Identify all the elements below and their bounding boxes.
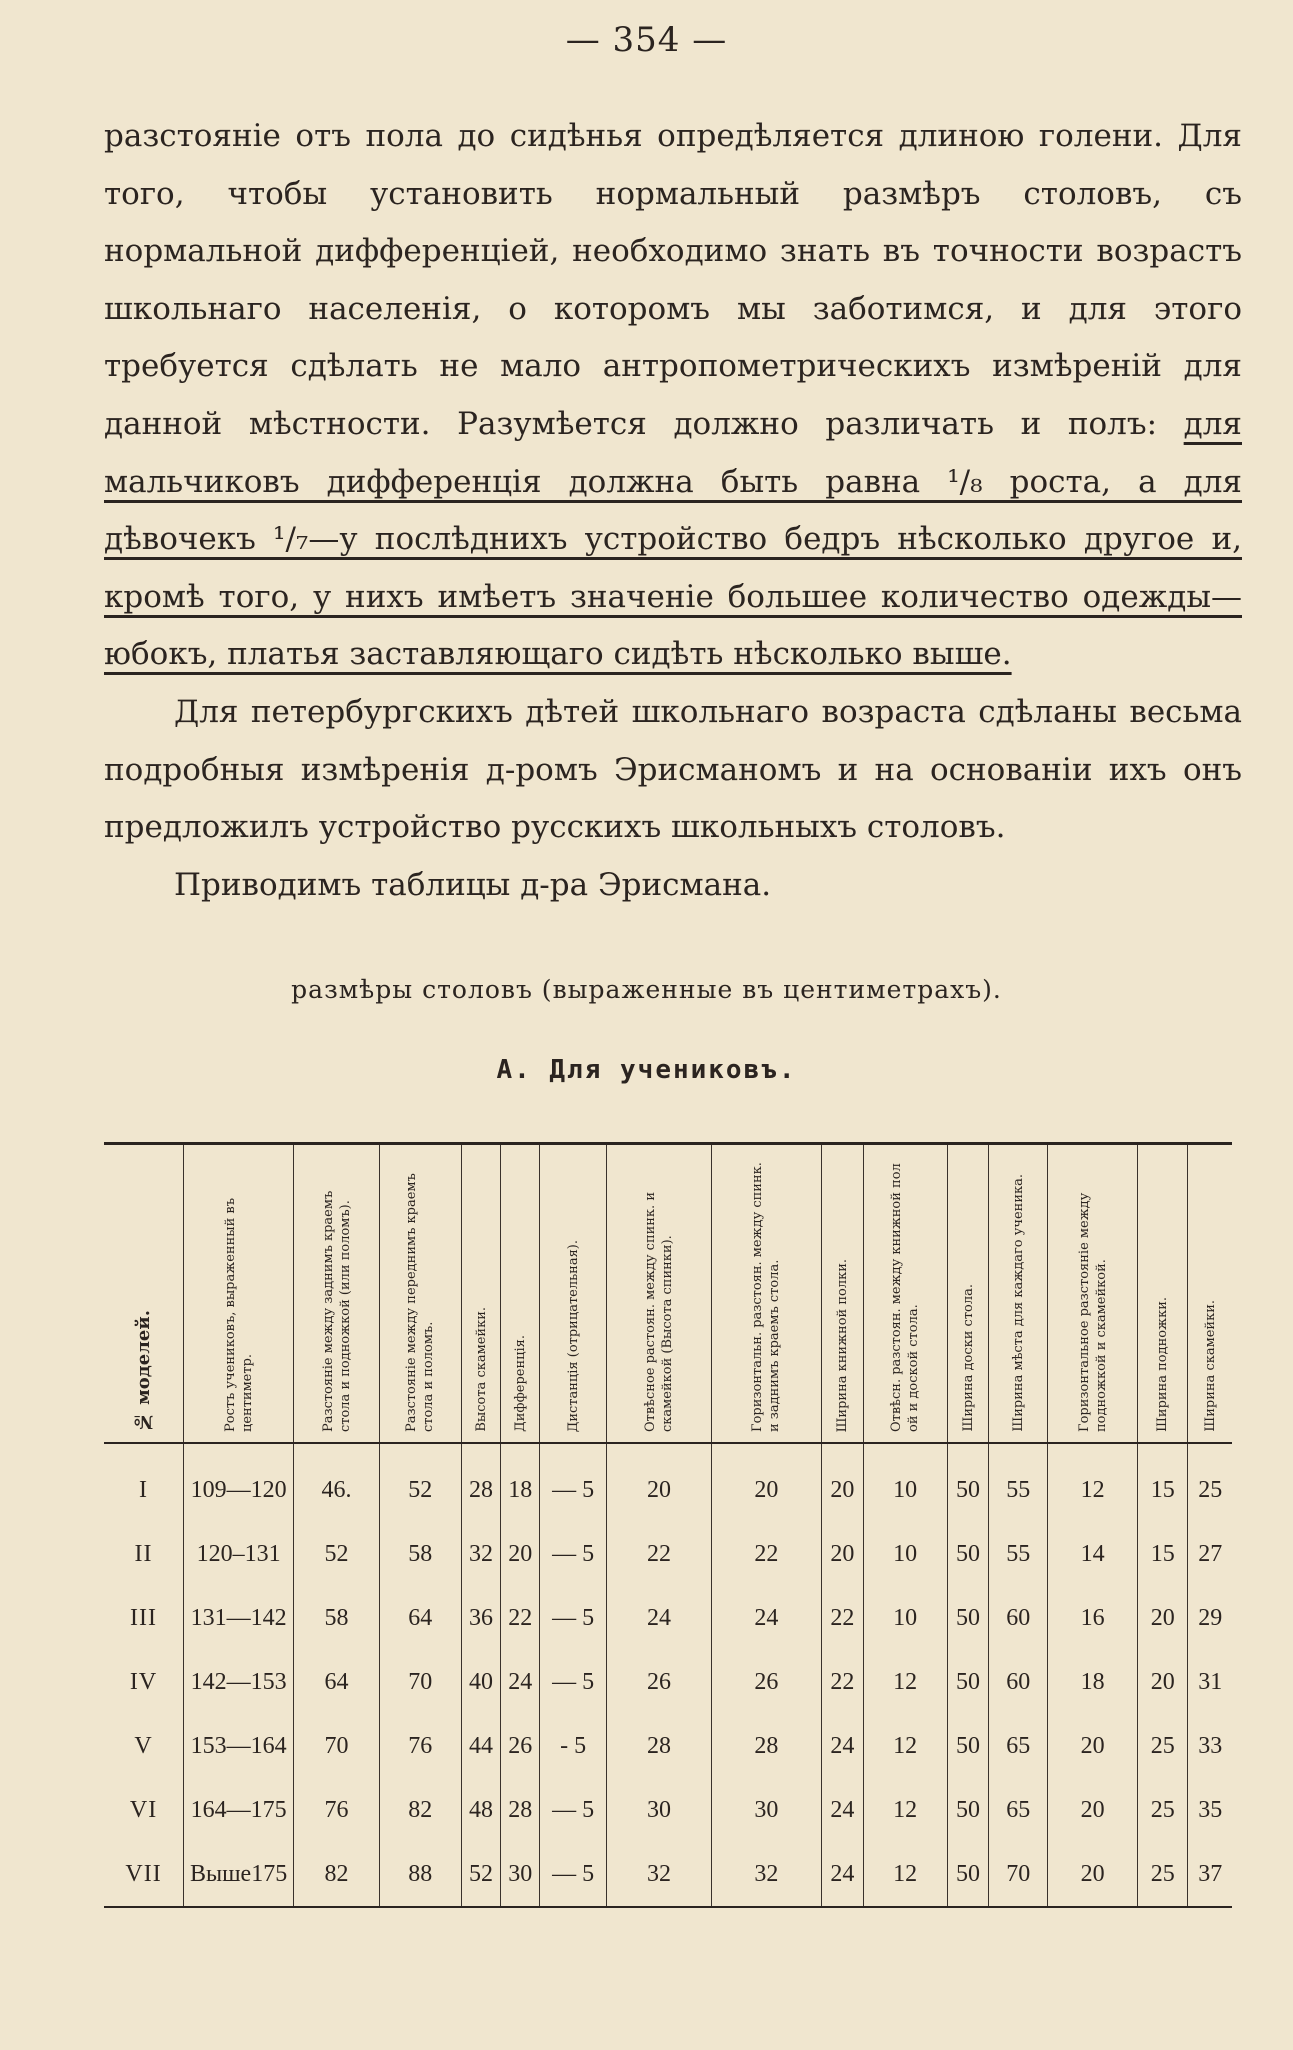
- header-cell: [461, 1144, 501, 1444]
- table-cell: 30: [607, 1778, 712, 1842]
- table-cell: 12: [863, 1650, 947, 1714]
- table-cell: 12: [863, 1714, 947, 1778]
- table-cell: 60: [989, 1586, 1048, 1650]
- model-cell: I: [139, 1476, 149, 1503]
- header-cell: [540, 1144, 607, 1444]
- model-cell: IV: [129, 1668, 158, 1695]
- table-cell: 24: [821, 1714, 863, 1778]
- table-cell: 52: [294, 1522, 380, 1586]
- paragraph-1-text: разстояніе отъ пола до сидѣнья опредѣляется длиною голени. Для того, чтобы установить нормальный размѣръ столовъ, съ нормальной дифференціей, необходимо знать въ точности возрастъ школьнаго населенія, о которомъ мы заботимся, и для этого требуется сдѣлать не мало антропометрическихъ измѣреній для данной мѣстности. Разумѣется должно различать и полъ:: [104, 118, 1242, 442]
- header-cell: [711, 1144, 821, 1444]
- table-cell: 36: [461, 1586, 501, 1650]
- dimensions-table: [104, 1142, 1232, 1908]
- table-cell: 44: [461, 1714, 501, 1778]
- header-cell: [184, 1144, 294, 1444]
- table-cell: 20: [821, 1522, 863, 1586]
- model-cell: VI: [129, 1796, 158, 1823]
- header-cell: [989, 1144, 1048, 1444]
- header-distance: Дистанція (отрицательная).: [565, 1239, 581, 1432]
- table-title: размѣры столовъ (выраженные въ центиметрахъ).: [291, 975, 1002, 1004]
- table-cell: 58: [379, 1522, 461, 1586]
- header-cell: [821, 1144, 863, 1444]
- table-cell: 28: [607, 1714, 712, 1778]
- header-backrest-table-distance: Горизонтальн. разстоян. между спинк. и заднимъ краемъ стола.: [750, 1162, 783, 1432]
- table-cell: 12: [863, 1842, 947, 1907]
- table-cell: 10: [863, 1443, 947, 1522]
- header-cell: [104, 1144, 184, 1444]
- table-cell: 60: [989, 1650, 1048, 1714]
- table-cell: 25: [1138, 1778, 1188, 1842]
- table-cell: 50: [947, 1842, 989, 1907]
- header-footrest-width: Ширина подножки.: [1155, 1297, 1171, 1432]
- table-cell: 64: [379, 1586, 461, 1650]
- model-cell: III: [130, 1604, 158, 1631]
- table-cell: 109—120: [184, 1443, 294, 1522]
- table-cell: Выше175: [184, 1842, 294, 1907]
- table-cell: - 5: [540, 1714, 607, 1778]
- table-cell: 30: [711, 1778, 821, 1842]
- table-cell: 37: [1188, 1842, 1232, 1907]
- table-cell: 65: [989, 1778, 1048, 1842]
- table-cell: 31: [1188, 1650, 1232, 1714]
- header-shelf-width: Ширина книжной полки.: [834, 1258, 850, 1432]
- header-board-width: Ширина доски стола.: [960, 1284, 976, 1432]
- table-cell: 20: [1138, 1586, 1188, 1650]
- table-cell: 25: [1138, 1714, 1188, 1778]
- table-cell: 28: [461, 1443, 501, 1522]
- table-cell: 120–131: [184, 1522, 294, 1586]
- header-seat-width: Ширина мѣста для каждаго ученика.: [1010, 1174, 1026, 1432]
- table-cell: 20: [607, 1443, 712, 1522]
- header-footrest-bench-distance: Горизонтальное разстояніе между подножкой и скамейкой.: [1076, 1192, 1109, 1432]
- table-cell: 20: [1048, 1842, 1138, 1907]
- table-cell: 16: [1048, 1586, 1138, 1650]
- table-cell: 12: [863, 1778, 947, 1842]
- table-cell: 50: [947, 1522, 989, 1586]
- header-front-edge-distance: Разстояніе между переднимъ краемъ стола и поломъ.: [404, 1173, 437, 1432]
- table-cell: — 5: [540, 1650, 607, 1714]
- table-cell: 52: [461, 1842, 501, 1907]
- table-cell: 22: [711, 1522, 821, 1586]
- table-cell: 22: [607, 1522, 712, 1586]
- table-row: [104, 1522, 1232, 1586]
- body-text: [104, 108, 1242, 914]
- header-bench-height: Высота скамейки.: [473, 1307, 489, 1432]
- table-cell: — 5: [540, 1586, 607, 1650]
- table-cell: 24: [501, 1650, 540, 1714]
- table-cell: — 5: [540, 1522, 607, 1586]
- header-cell: [1188, 1144, 1232, 1444]
- table-cell: 20: [711, 1443, 821, 1522]
- table-cell: 32: [711, 1842, 821, 1907]
- table-cell: 65: [989, 1714, 1048, 1778]
- table-cell: 50: [947, 1650, 989, 1714]
- table-cell: 50: [947, 1443, 989, 1522]
- table-cell: 30: [501, 1842, 540, 1907]
- table-cell: — 5: [540, 1778, 607, 1842]
- table-cell: 22: [821, 1586, 863, 1650]
- table-cell: 131—142: [184, 1586, 294, 1650]
- header-cell: [947, 1144, 989, 1444]
- table-cell: 55: [989, 1443, 1048, 1522]
- table-cell: 26: [501, 1714, 540, 1778]
- table-cell: 24: [711, 1586, 821, 1650]
- table-cell: 142—153: [184, 1650, 294, 1714]
- table-cell: 26: [607, 1650, 712, 1714]
- header-cell: [501, 1144, 540, 1444]
- table-cell: 35: [1188, 1778, 1232, 1842]
- table-cell: 50: [947, 1714, 989, 1778]
- table-cell: 32: [461, 1522, 501, 1586]
- model-cell: V: [134, 1732, 153, 1759]
- table-row: [104, 1714, 1232, 1778]
- table-cell: 27: [1188, 1522, 1232, 1586]
- table-cell: 26: [711, 1650, 821, 1714]
- table-cell: 22: [821, 1650, 863, 1714]
- page-number: — 354 —: [565, 20, 728, 60]
- header-difference: Дифференція.: [512, 1335, 528, 1432]
- table-cell: — 5: [540, 1842, 607, 1907]
- table-cell: 24: [607, 1586, 712, 1650]
- table-cell: 28: [711, 1714, 821, 1778]
- table-row: [104, 1650, 1232, 1714]
- table-cell: 15: [1138, 1443, 1188, 1522]
- model-cell: VII: [125, 1860, 162, 1887]
- table-cell: — 5: [540, 1443, 607, 1522]
- table-cell: 18: [1048, 1650, 1138, 1714]
- table-cell: 33: [1188, 1714, 1232, 1778]
- header-shelf-board-distance: Отвѣсн. разстоян. между книжной пол ой и доской стола.: [889, 1163, 922, 1432]
- table-cell: 70: [379, 1650, 461, 1714]
- table-row: [104, 1842, 1232, 1907]
- header-backrest-height: Отвѣсное растоян. между спинк. и скамейкой (Высота спинки).: [643, 1192, 676, 1432]
- table-cell: 164—175: [184, 1778, 294, 1842]
- table-cell: 82: [379, 1778, 461, 1842]
- table-cell: 10: [863, 1522, 947, 1586]
- table-cell: 20: [1138, 1650, 1188, 1714]
- paragraph-1-underlined: для мальчиковъ дифференція должна быть равна ¹/₈ роста, а для дѣвочекъ ¹/₇—у послѣднихъ устройство бедръ нѣсколько другое и, кромѣ того, у нихъ имѣетъ значеніе большее количество одежды—юбокъ, платья заставляющаго сидѣть нѣсколько выше.: [104, 405, 1242, 673]
- table-cell: 18: [501, 1443, 540, 1522]
- table-cell: 15: [1138, 1522, 1188, 1586]
- table-cell: 52: [379, 1443, 461, 1522]
- table-body: [104, 1443, 1232, 1907]
- table-cell: 50: [947, 1586, 989, 1650]
- header-cell: [1048, 1144, 1138, 1444]
- table-row: [104, 1443, 1232, 1522]
- table-cell: 14: [1048, 1522, 1138, 1586]
- table-cell: 46.: [294, 1443, 380, 1522]
- table-cell: 40: [461, 1650, 501, 1714]
- table-cell: 12: [1048, 1443, 1138, 1522]
- table-cell: 153—164: [184, 1714, 294, 1778]
- table-cell: 25: [1188, 1443, 1232, 1522]
- header-cell: [607, 1144, 712, 1444]
- table-cell: 88: [379, 1842, 461, 1907]
- paragraph-1: [104, 108, 1242, 684]
- table-cell: 70: [989, 1842, 1048, 1907]
- table-cell: 82: [294, 1842, 380, 1907]
- table-cell: 29: [1188, 1586, 1232, 1650]
- table-cell: 64: [294, 1650, 380, 1714]
- table-cell: 76: [379, 1714, 461, 1778]
- table-cell: 76: [294, 1778, 380, 1842]
- table-cell: 70: [294, 1714, 380, 1778]
- table-cell: 25: [1138, 1842, 1188, 1907]
- table-row: [104, 1778, 1232, 1842]
- table-cell: 58: [294, 1586, 380, 1650]
- table-cell: 50: [947, 1778, 989, 1842]
- table-cell: 28: [501, 1778, 540, 1842]
- table-row: [104, 1586, 1232, 1650]
- header-bench-width: Ширина скамейки.: [1202, 1300, 1218, 1432]
- table-cell: 20: [1048, 1714, 1138, 1778]
- header-cell: [379, 1144, 461, 1444]
- table-cell: 24: [821, 1842, 863, 1907]
- table-subtitle: А. Для учениковъ.: [496, 1055, 797, 1085]
- header-height: Ростъ учениковъ, выраженный въ центиметр.: [222, 1198, 255, 1432]
- table-cell: 22: [501, 1586, 540, 1650]
- table-cell: 20: [1048, 1778, 1138, 1842]
- paragraph-3: Приводимъ таблицы д-ра Эрисмана.: [174, 866, 772, 903]
- table-cell: 20: [821, 1443, 863, 1522]
- table-header-row: [104, 1144, 1232, 1444]
- header-rear-edge-distance: Разстояніе между заднимъ краемъ стола и подножкой (или поломъ).: [320, 1190, 353, 1432]
- header-model-number: № моделей.: [133, 1309, 155, 1432]
- table-cell: 24: [821, 1778, 863, 1842]
- table-cell: 55: [989, 1522, 1048, 1586]
- paragraph-2: Для петербургскихъ дѣтей школьнаго возраста сдѣланы весьма подробныя измѣренія д-ромъ Эрисманомъ и на основаніи ихъ онъ предложилъ устройство русскихъ школьныхъ столовъ.: [104, 693, 1242, 846]
- header-cell: [863, 1144, 947, 1444]
- table-cell: 20: [501, 1522, 540, 1586]
- header-cell: [1138, 1144, 1188, 1444]
- table-cell: 48: [461, 1778, 501, 1842]
- model-cell: II: [134, 1540, 153, 1567]
- header-cell: [294, 1144, 380, 1444]
- table-cell: 32: [607, 1842, 712, 1907]
- table-cell: 10: [863, 1586, 947, 1650]
